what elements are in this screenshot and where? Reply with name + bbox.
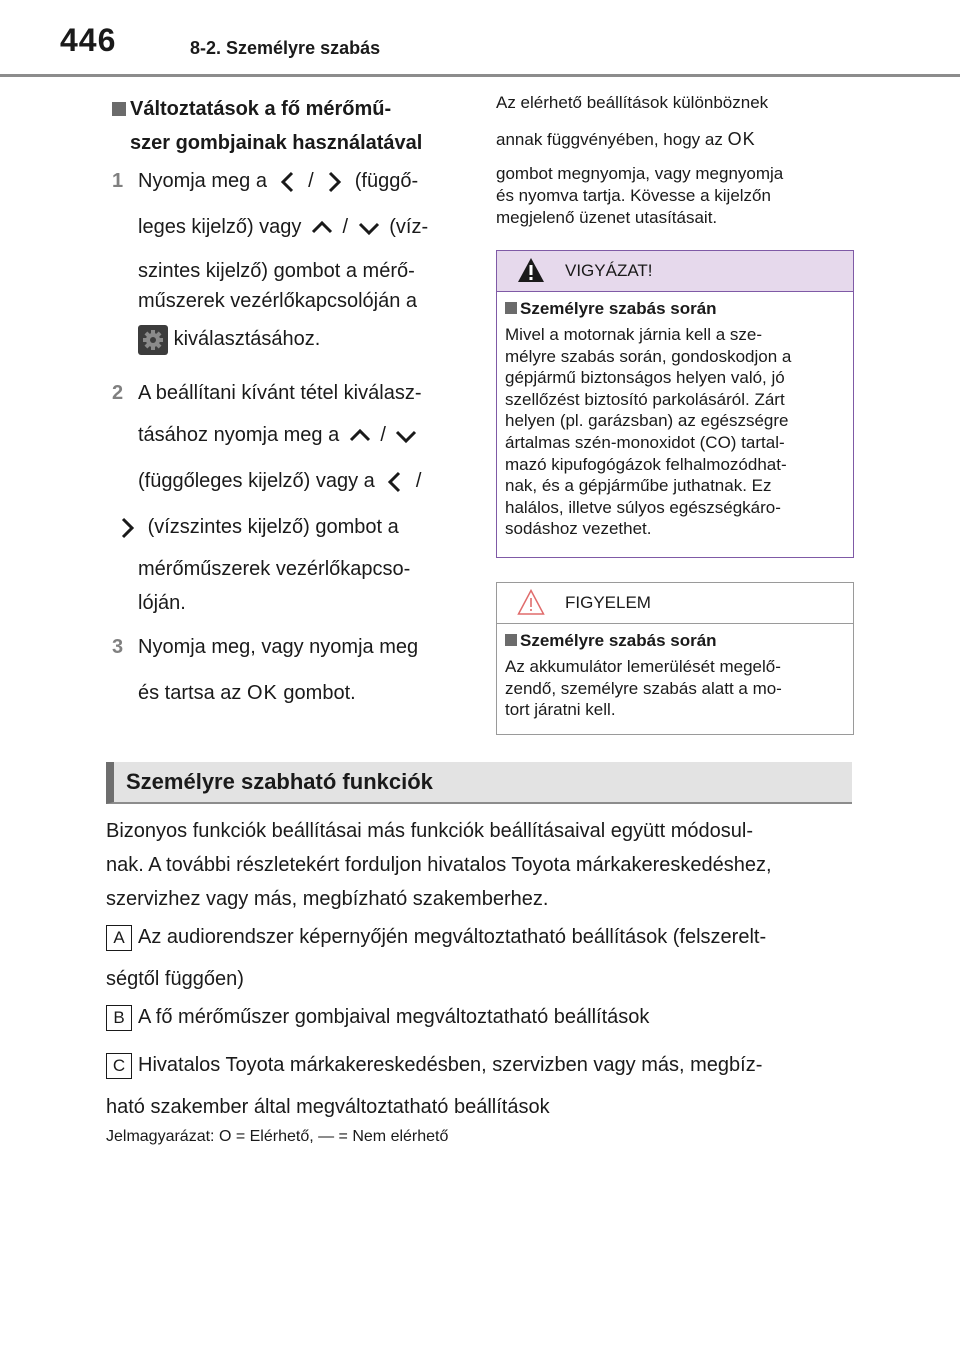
- notice-triangle-icon: [517, 589, 545, 615]
- step-number: 2: [112, 382, 124, 404]
- page-number: 446: [60, 22, 117, 58]
- step-text: Nyomja meg, vagy nyomja meg: [138, 636, 419, 658]
- intro-line: megjelenő üzenet utasításait.: [496, 208, 718, 227]
- separator: /: [308, 170, 314, 192]
- item-text: ségtől függően): [106, 968, 244, 990]
- step-3-line: [138, 678, 356, 708]
- subheading-line: szer gombjainak használatával: [130, 132, 423, 154]
- chevron-right-icon: [319, 167, 349, 197]
- caution-title: VIGYÁZAT!: [565, 261, 653, 280]
- separator: /: [380, 424, 386, 446]
- caution-line: helyen (pl. garázsban) az egészségre: [505, 411, 789, 431]
- chevron-right-icon: [112, 513, 142, 543]
- step-2-line: [112, 512, 399, 543]
- item-text: ható szakember által megváltoztatható beállítások: [106, 1096, 550, 1118]
- step-1-line: [138, 212, 428, 243]
- step-text: (víz-: [389, 216, 429, 238]
- chevron-left-icon: [273, 167, 303, 197]
- tag-c-label: C: [106, 1053, 132, 1079]
- step-number: 1: [112, 170, 124, 192]
- square-bullet-icon: [505, 634, 517, 646]
- notice-box: [496, 582, 854, 735]
- step-text: (vízszintes kijelző) gombot a: [147, 516, 399, 538]
- settings-gear-icon: [138, 325, 168, 355]
- square-bullet-icon: [505, 302, 517, 314]
- item-b: [106, 1000, 866, 1034]
- step-2-line: [138, 420, 421, 451]
- step-number: 3: [112, 636, 124, 658]
- step-text: A beállítani kívánt tétel kiválasz-: [138, 382, 422, 404]
- square-bullet-icon: [112, 102, 126, 116]
- paragraph-line: Bizonyos funkciók beállításai más funkciók beállításaival együtt módosul-: [106, 820, 753, 842]
- notice-subtitle: [505, 630, 845, 652]
- separator: /: [342, 216, 349, 238]
- subheading-line: Változtatások a fő mérőmű-: [130, 98, 392, 120]
- paragraph-line: szervizhez vagy más, megbízható szakemberhez.: [106, 888, 549, 910]
- subheading: [112, 92, 472, 160]
- notice-line: zendő, személyre szabás alatt a mo-: [505, 678, 782, 698]
- step-2-line: lóján.: [138, 592, 186, 614]
- caution-text: [505, 324, 845, 540]
- ok-button-symbol: OK: [727, 129, 756, 149]
- tag-b-label: B: [106, 1005, 132, 1031]
- step-text: tásához nyomja meg a: [138, 424, 340, 446]
- step-text: (függőleges kijelző) vagy a: [138, 470, 375, 492]
- caution-line: mélyre szabás során, gondoskodjon a: [505, 346, 792, 366]
- caution-line: szellőzést biztosító parkolásáról. Zárt: [505, 389, 785, 409]
- step-1-line: [138, 324, 320, 355]
- paragraph-line: nak. A további részletekért forduljon hivatalos Toyota márkakereskedéshez,: [106, 854, 772, 876]
- step-1-line: szintes kijelző) gombot a mérő-: [138, 260, 415, 282]
- item-c: [106, 1048, 866, 1124]
- step-2-line: mérőműszerek vezérlőkapcso-: [138, 558, 411, 580]
- caution-line: halálos, illetve súlyos egészségkáro-: [505, 497, 781, 517]
- section-banner-title: Személyre szabható funkciók: [126, 769, 433, 794]
- step-text: Nyomja meg a: [138, 170, 267, 192]
- intro-line: Az elérhető beállítások különböznek: [496, 93, 769, 112]
- chevron-up-icon: [345, 421, 375, 451]
- caution-line: mazó kipufogógázok felhalmozódhat-: [505, 454, 787, 474]
- caution-line: gépjármű biztonságos helyen való, jó: [505, 368, 785, 388]
- header-rule: [0, 74, 960, 77]
- notice-title: FIGYELEM: [565, 593, 651, 612]
- intro-line: [496, 128, 856, 151]
- step-2-line: [138, 466, 421, 497]
- item-a: [106, 920, 866, 996]
- notice-line: Az akkumulátor lemerülését megelő-: [505, 657, 781, 676]
- intro-text-part: annak függvényében, hogy az: [496, 130, 723, 149]
- section-paragraph: [106, 814, 866, 916]
- legend-text: Jelmagyarázat: O = Elérhető, — = Nem elérhető: [106, 1128, 449, 1145]
- step-text: leges kijelző) vagy: [138, 216, 302, 238]
- intro-line: és nyomva tartja. Kövesse a kijelzőn: [496, 186, 771, 205]
- item-text: Hivatalos Toyota márkakereskedésben, szervizben vagy más, megbíz-: [138, 1054, 763, 1076]
- step-text: és tartsa az: [138, 682, 242, 704]
- step-2-line: [112, 378, 421, 408]
- intro-text: [496, 92, 856, 229]
- step-text: (függő-: [354, 170, 419, 192]
- caution-line: sodáshoz vezethet.: [505, 519, 652, 539]
- notice-line: tort járatni kell.: [505, 700, 616, 720]
- caution-line: Mivel a motornak járnia kell a sze-: [505, 325, 762, 344]
- separator: /: [415, 470, 422, 492]
- chevron-down-icon: [391, 421, 421, 451]
- notice-header: [497, 583, 853, 624]
- chevron-left-icon: [380, 467, 410, 497]
- caution-subtitle-text: Személyre szabás során: [520, 299, 717, 318]
- notice-subtitle-text: Személyre szabás során: [520, 631, 717, 650]
- step-1-line: [112, 166, 418, 197]
- chevron-up-icon: [307, 213, 337, 243]
- step-text: kiválasztásához.: [173, 328, 321, 350]
- caution-line: nak, és a gépjárműbe juthatnak. Ez: [505, 476, 772, 496]
- caution-box: [496, 250, 854, 558]
- step-1-line: műszerek vezérlőkapcsolóján a: [138, 290, 418, 312]
- chevron-down-icon: [354, 213, 384, 243]
- ok-button-symbol: OK: [246, 682, 278, 704]
- intro-line: gombot megnyomja, vagy megnyomja: [496, 164, 784, 183]
- step-3-line: [112, 632, 418, 662]
- tag-a-label: A: [106, 925, 132, 951]
- caution-line: ártalmas szén-monoxidot (CO) tartal-: [505, 432, 785, 452]
- item-text: A fő mérőműszer gombjaival megváltoztatható beállítások: [138, 1006, 650, 1028]
- item-text: Az audiorendszer képernyőjén megváltoztatható beállítások (felszerelt-: [138, 926, 767, 948]
- step-text: gombot.: [283, 682, 356, 704]
- section-banner: [106, 762, 852, 804]
- caution-subtitle: [505, 298, 845, 320]
- notice-text: [505, 656, 845, 721]
- section-title: 8-2. Személyre szabás: [190, 38, 381, 58]
- caution-header: [497, 251, 853, 292]
- warning-triangle-icon: [517, 257, 545, 283]
